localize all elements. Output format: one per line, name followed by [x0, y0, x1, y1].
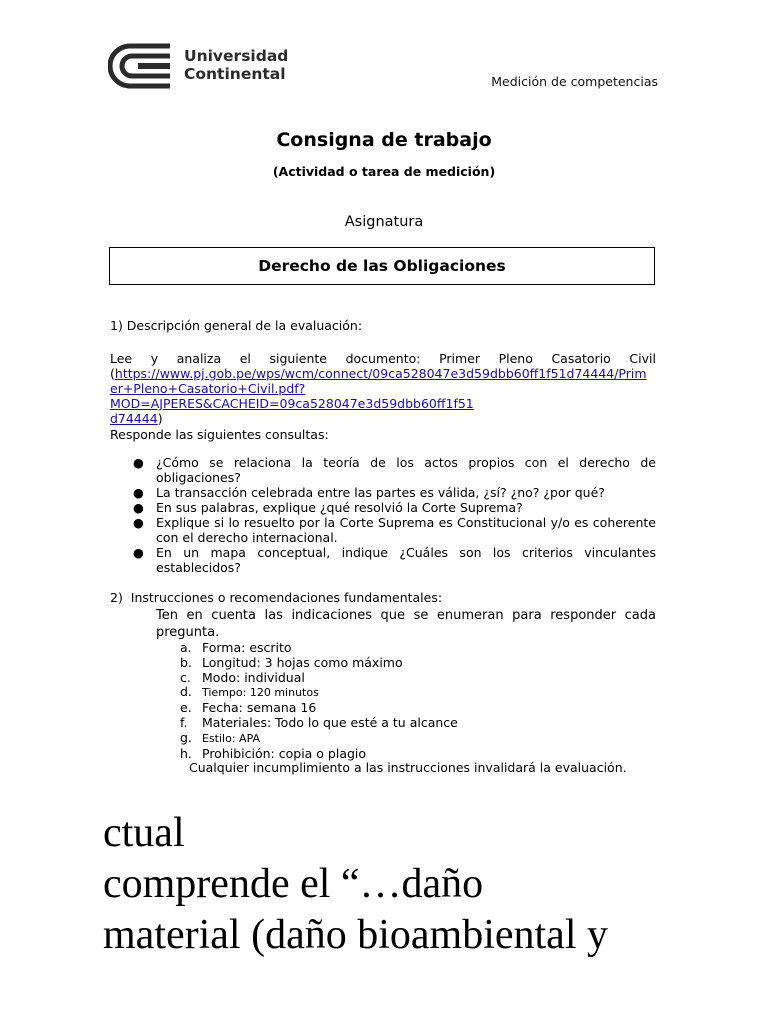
paragraph-word: Primer [439, 351, 481, 366]
question-text: ¿Cómo se relaciona la teoría de los actos propios con el derecho de obligaciones? [156, 455, 656, 485]
bullet-icon: ● [133, 515, 144, 530]
item-letter: h. [180, 745, 192, 761]
question-text: La transacción celebrada entre las partes es válida, ¿sí? ¿no? ¿por qué? [156, 485, 605, 500]
item-text: Materiales: Todo lo que esté a tu alcance [202, 714, 458, 730]
item-letter: g. [180, 729, 192, 745]
paragraph-word: el [239, 351, 251, 366]
overlay-line-1: ctual [103, 810, 185, 856]
item-text: Fecha: semana 16 [202, 700, 317, 716]
bullet-icon: ● [133, 500, 144, 515]
header-competencias: Medición de competencias [491, 74, 658, 89]
document-link[interactable] [110, 366, 656, 426]
item-letter: e. [180, 700, 192, 716]
paragraph-word: siguiente [269, 351, 327, 366]
bullet-icon: ● [133, 485, 144, 500]
paragraph-word: Casatorio [551, 351, 611, 366]
overlay-line-3: material (daño bioambiental y [103, 912, 608, 958]
link-line-2: er+Pleno+Casatorio+Civil.pdf?MOD=AJPERES&CACHEID=09ca528047e3d59dbb60ff1f51 [110, 381, 474, 411]
list-item [156, 731, 458, 747]
list-item [110, 545, 656, 575]
link-line-1: https://www.pj.gob.pe/wps/wcm/connect/09ca528047e3d59dbb60ff1f51d74444/Prim [114, 366, 647, 381]
warning-text: Cualquier incumplimiento a las instrucciones invalidará la evaluación. [189, 760, 627, 775]
link-line-3: d74444 [110, 411, 158, 426]
list-item [156, 701, 458, 716]
question-text: Explique si lo resuelto por la Corte Suprema es Constitucional y/o es coherente con el derecho internacional. [156, 515, 656, 545]
item-text: Longitud: 3 hojas como máximo [202, 654, 403, 670]
list-item [110, 500, 656, 515]
paragraph-word: Civil [629, 351, 656, 366]
item-letter: d. [180, 684, 192, 700]
course-name: Derecho de las Obligaciones [258, 257, 506, 275]
consultas-heading: Responde las siguientes consultas: [110, 427, 329, 442]
questions-list [110, 455, 656, 575]
list-item [156, 685, 458, 701]
asignatura-label: Asignatura [344, 214, 424, 230]
paragraph-word: Pleno [498, 351, 533, 366]
item-text: Modo: individual [202, 669, 305, 685]
paragraph-first-line [110, 351, 656, 366]
item-text: Forma: escrito [202, 640, 292, 655]
list-item [156, 656, 458, 671]
list-item [156, 641, 458, 656]
item-text: Tiempo: 120 minutos [202, 686, 319, 700]
paragraph-word: analiza [176, 351, 222, 366]
list-item [156, 716, 458, 731]
item-letter: b. [180, 654, 192, 670]
logo-line-1: Universidad [184, 47, 289, 65]
university-name [184, 47, 288, 83]
overlay-line-2: comprende el “…daño [103, 861, 484, 907]
section-1-paragraph [110, 351, 656, 426]
page-subtitle: (Actividad o tarea de medición) [272, 164, 496, 179]
link-close-paren: ) [157, 411, 163, 426]
overlay-text-block [103, 808, 608, 961]
bullet-icon: ● [133, 455, 144, 470]
section-2-heading: 2) Instrucciones o recomendaciones fundamentales: [110, 590, 443, 605]
paragraph-word: Lee [110, 351, 133, 366]
question-text: En un mapa conceptual, indique ¿Cuáles son los criterios vinculantes establecidos? [156, 545, 656, 575]
list-item [110, 515, 656, 545]
instructions-list [156, 641, 458, 761]
list-item [110, 455, 656, 485]
list-item [156, 671, 458, 686]
item-letter: f. [180, 714, 188, 730]
item-letter: c. [180, 669, 191, 685]
paragraph-word: y [150, 351, 159, 366]
section-2-intro: Ten en cuenta las indicaciones que se enumeran para responder cada pregunta. [156, 608, 656, 640]
bullet-icon: ● [133, 545, 144, 560]
course-name-box [109, 247, 655, 285]
item-letter: a. [180, 640, 192, 655]
university-logo-icon [108, 42, 174, 90]
logo-line-2: Continental [184, 65, 286, 83]
paragraph-word: documento: [345, 351, 421, 366]
page-title: Consigna de trabajo [276, 129, 492, 151]
item-text: Estilo: APA [202, 731, 261, 745]
list-item [110, 485, 656, 500]
item-text: Prohibición: copia o plagio [202, 745, 367, 761]
question-text: En sus palabras, explique ¿qué resolvió la Corte Suprema? [156, 500, 523, 515]
section-1-heading: 1) Descripción general de la evaluación: [110, 318, 363, 333]
link-open-paren: ( [110, 366, 115, 381]
